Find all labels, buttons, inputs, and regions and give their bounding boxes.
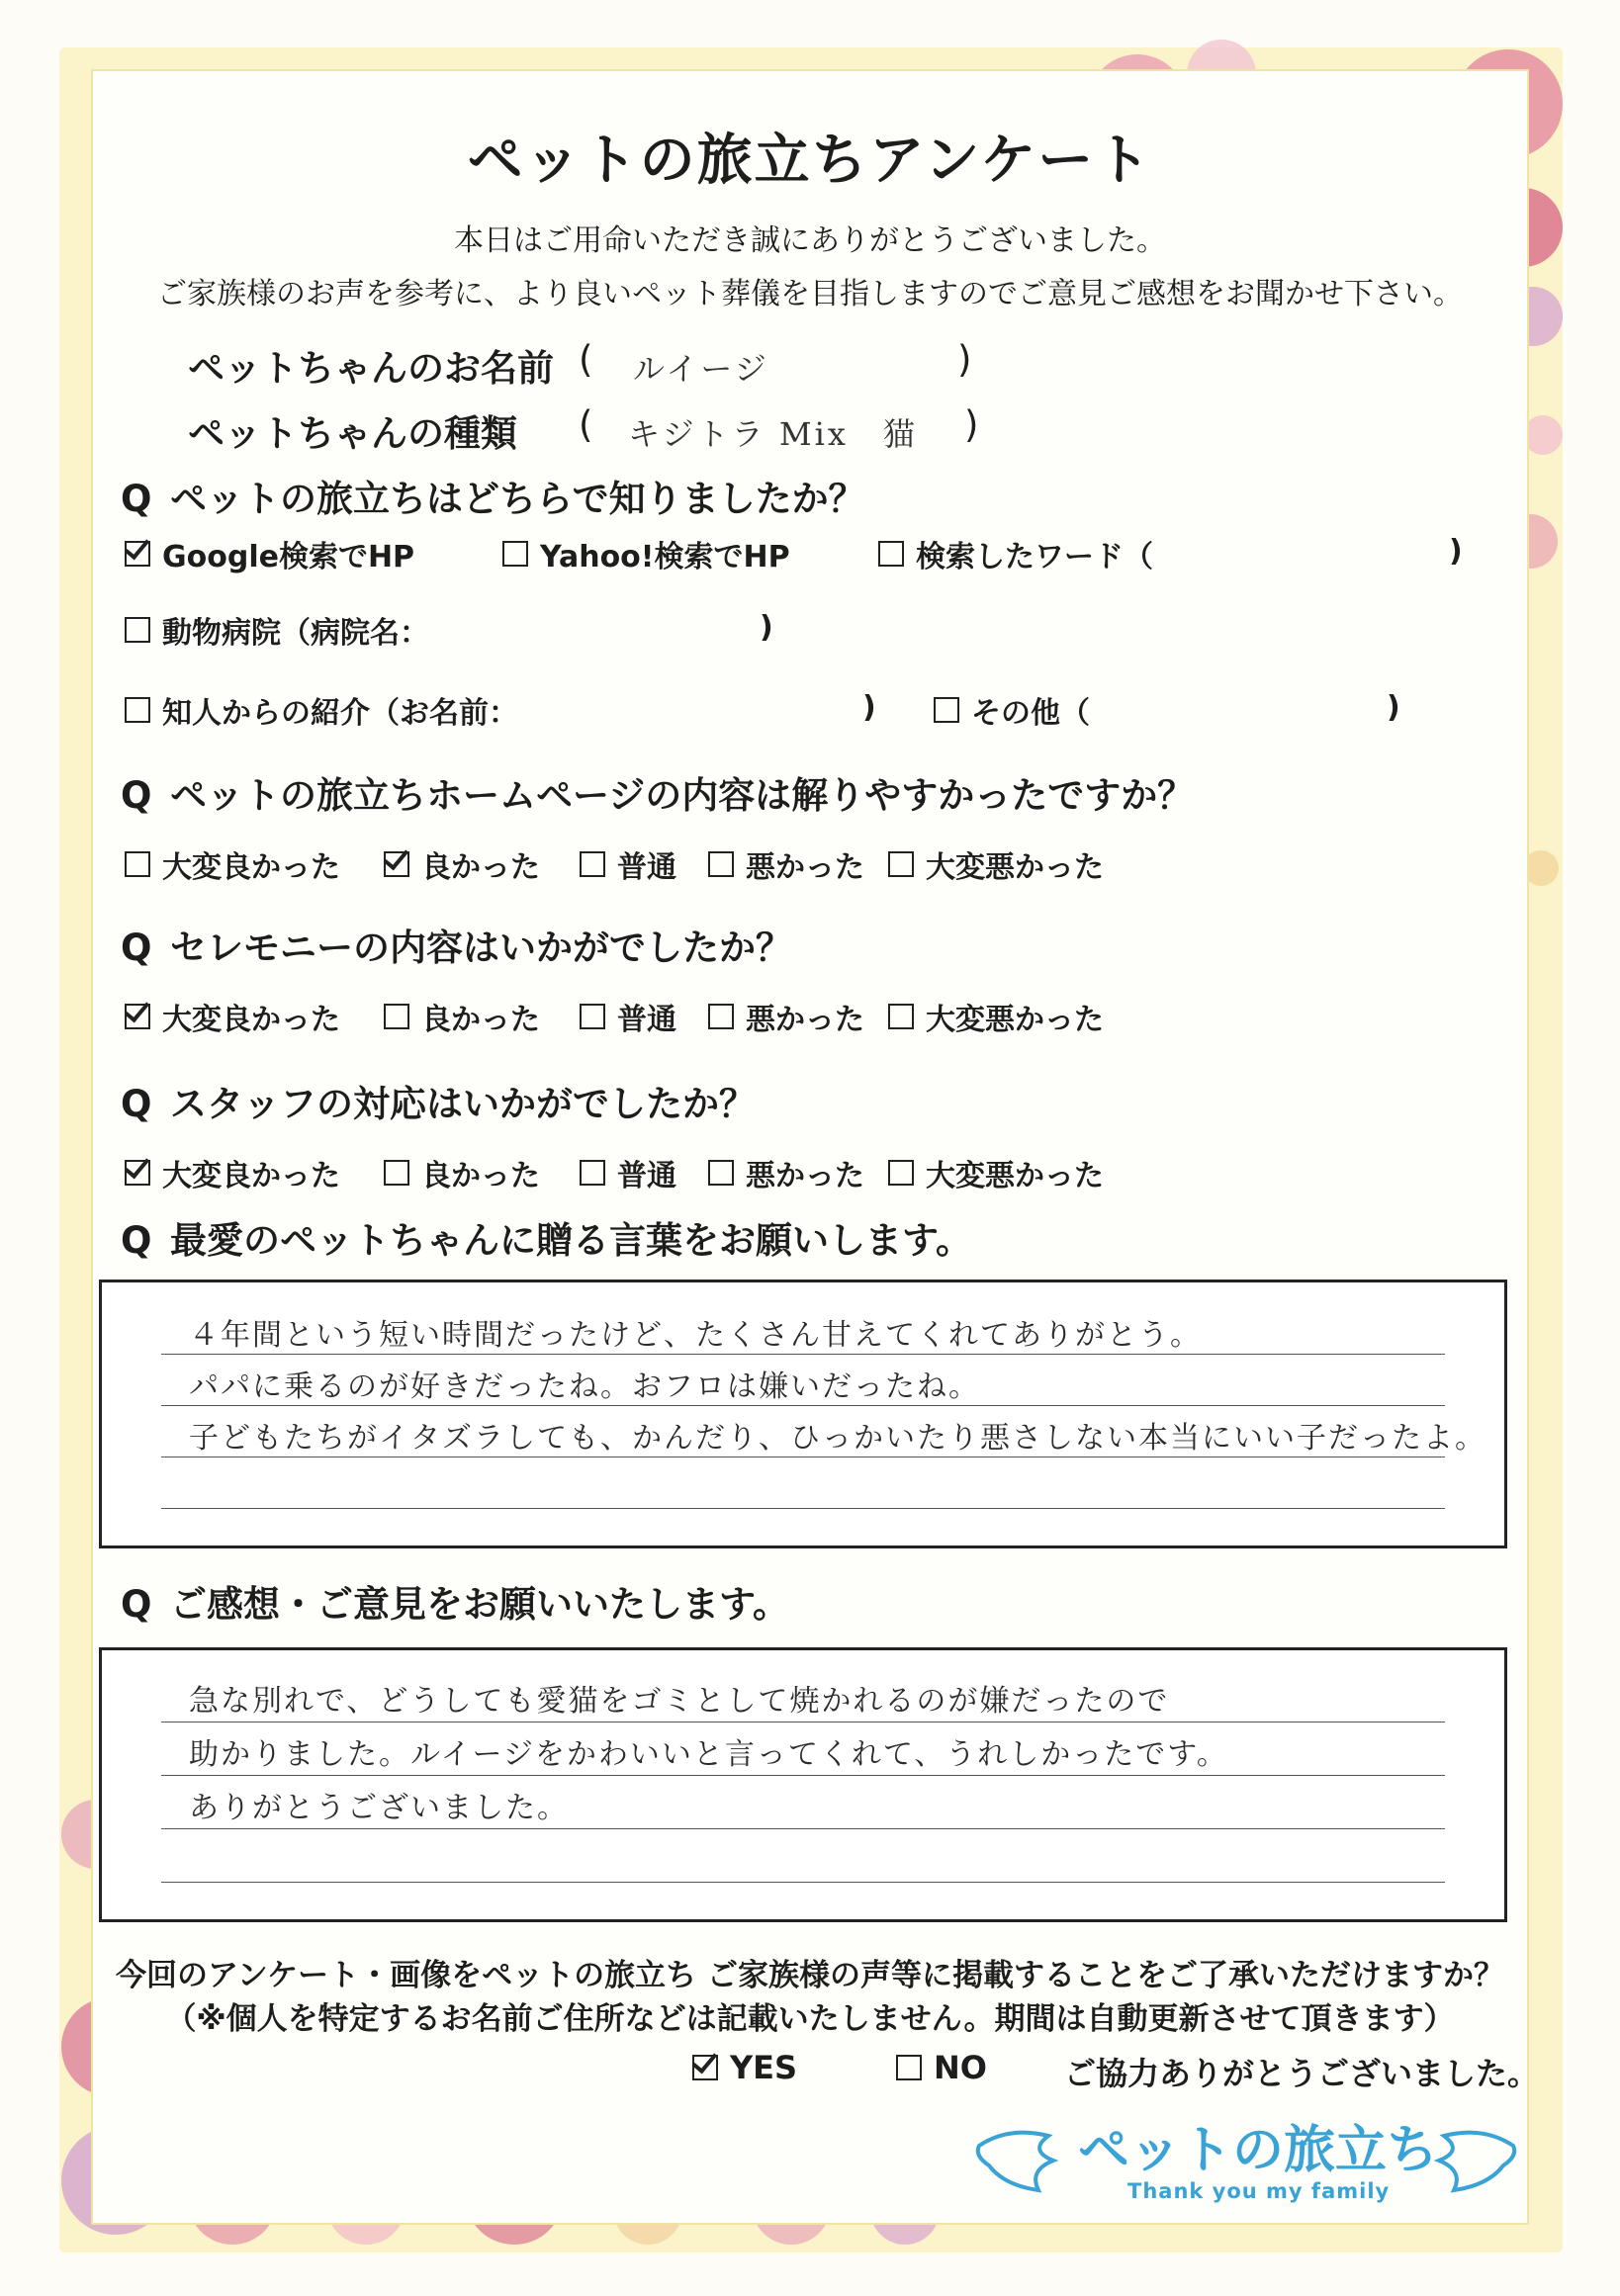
option-other[interactable] bbox=[934, 688, 1090, 732]
option-good[interactable] bbox=[384, 995, 540, 1038]
checkbox[interactable] bbox=[125, 617, 150, 643]
option-label: 普通 bbox=[617, 1159, 676, 1193]
option-label: 悪かった bbox=[746, 1003, 864, 1037]
checkbox[interactable] bbox=[708, 1160, 734, 1186]
option-label: その他（ bbox=[971, 696, 1090, 731]
option-label: 動物病院（病院名： bbox=[162, 616, 429, 651]
brand-logo bbox=[969, 2106, 1523, 2215]
question-2 bbox=[121, 765, 1194, 819]
q-mark: Q bbox=[121, 1083, 152, 1125]
checkbox[interactable] bbox=[708, 851, 734, 877]
pet-type-value[interactable]: キジトラ Mix 猫 bbox=[628, 415, 918, 453]
consent-no[interactable] bbox=[896, 2049, 987, 2086]
logo-text: ペットの旅立ち bbox=[1078, 2121, 1439, 2180]
option-very-good[interactable] bbox=[125, 1151, 340, 1194]
writing-line bbox=[161, 1354, 1445, 1355]
checkbox[interactable] bbox=[125, 851, 150, 877]
checkbox-checked[interactable] bbox=[384, 851, 409, 877]
option-bad[interactable] bbox=[708, 995, 864, 1038]
checkbox[interactable] bbox=[878, 541, 904, 567]
consent-yes[interactable] bbox=[692, 2049, 797, 2086]
option-very-bad[interactable] bbox=[888, 842, 1104, 886]
option-bad[interactable] bbox=[708, 842, 864, 886]
consent-note: （※個人を特定するお名前ご住所などは記載いたしません。期間は自動更新させて頂きます） bbox=[165, 2001, 1455, 2037]
option-very-good[interactable] bbox=[125, 842, 340, 886]
q-mark: Q bbox=[121, 1583, 152, 1626]
option-label: 普通 bbox=[617, 850, 676, 885]
checkbox[interactable] bbox=[934, 697, 959, 723]
close-paren: ) bbox=[760, 610, 773, 645]
pet-name-value[interactable]: ルイージ bbox=[633, 350, 769, 388]
option-normal[interactable] bbox=[580, 842, 676, 886]
option-label: Google検索でHP bbox=[162, 540, 415, 574]
question-2-text: ペットの旅立ちホームページの内容は解りやすかったですか？ bbox=[170, 774, 1195, 817]
consent-question: 今回のアンケート・画像をペットの旅立ち ご家族様の声等に掲載することをご了承いただけますか？ bbox=[116, 1958, 1504, 1993]
option-google[interactable] bbox=[125, 532, 414, 575]
option-search-word[interactable] bbox=[878, 532, 1153, 575]
checkbox-checked[interactable] bbox=[692, 2055, 718, 2080]
checkbox[interactable] bbox=[708, 1004, 734, 1029]
option-label: 良かった bbox=[421, 1159, 540, 1193]
checkbox-checked[interactable] bbox=[125, 1004, 150, 1029]
option-label: 悪かった bbox=[746, 850, 864, 885]
checkbox[interactable] bbox=[502, 541, 528, 567]
option-label: 検索したワード（ bbox=[916, 540, 1153, 574]
checkbox[interactable] bbox=[888, 1004, 914, 1029]
question-5-text: 最愛のペットちゃんに贈る言葉をお願いします。 bbox=[170, 1219, 973, 1262]
logo-tagline: Thank you my family bbox=[1127, 2179, 1391, 2203]
pet-name-label: ペットちゃんのお名前 bbox=[188, 347, 554, 390]
q-mark: Q bbox=[121, 1219, 152, 1262]
option-label: 知人からの紹介（お名前： bbox=[162, 696, 518, 731]
open-paren: ( bbox=[579, 403, 593, 446]
close-paren: ) bbox=[1387, 690, 1400, 725]
option-good[interactable] bbox=[384, 1151, 540, 1194]
question-1 bbox=[121, 469, 865, 522]
message-line-2: パパに乗るのが好きだったね。おフロは嫌いだったね。 bbox=[189, 1369, 980, 1404]
option-label: 悪かった bbox=[746, 1159, 864, 1193]
checkbox[interactable] bbox=[125, 697, 150, 723]
intro-line-1: 本日はご用命いただき誠にありがとうございました。 bbox=[454, 223, 1166, 258]
feedback-line-2: 助かりました。ルイージをかわいいと言ってくれて、うれしかったです。 bbox=[189, 1737, 1228, 1772]
intro-line-2: ご家族様のお声を参考に、より良いペット葬儀を目指しますのでご意見ご感想をお聞かせ下さい。 bbox=[157, 277, 1463, 311]
thanks-text: ご協力ありがとうございました。 bbox=[1064, 2055, 1540, 2092]
option-very-bad[interactable] bbox=[888, 995, 1104, 1038]
option-label: 大変悪かった bbox=[926, 1159, 1104, 1193]
option-label: 大変良かった bbox=[162, 850, 340, 885]
option-label: 良かった bbox=[421, 1003, 540, 1037]
option-label: 普通 bbox=[617, 1003, 676, 1037]
close-paren: ) bbox=[964, 403, 979, 446]
checkbox[interactable] bbox=[888, 1160, 914, 1186]
option-referral[interactable] bbox=[125, 688, 518, 732]
feedback-textarea[interactable] bbox=[99, 1647, 1507, 1922]
question-4 bbox=[121, 1074, 756, 1127]
close-paren: ) bbox=[1449, 534, 1463, 569]
checkbox[interactable] bbox=[888, 851, 914, 877]
question-5 bbox=[121, 1210, 972, 1264]
feedback-line-3: ありがとうございました。 bbox=[189, 1791, 569, 1825]
option-bad[interactable] bbox=[708, 1151, 864, 1194]
option-label: NO bbox=[934, 2049, 987, 2086]
option-label: 大変悪かった bbox=[926, 850, 1104, 885]
message-line-1: ４年間という短い時間だったけど、たくさん甘えてくれてありがとう。 bbox=[189, 1318, 1202, 1353]
message-line-3: 子どもたちがイタズラしても、かんだり、ひっかいたり悪さしない本当にいい子だったよ。 bbox=[189, 1421, 1486, 1456]
checkbox-checked[interactable] bbox=[125, 541, 150, 567]
question-1-text: ペットの旅立ちはどちらで知りましたか？ bbox=[170, 478, 865, 520]
checkbox[interactable] bbox=[384, 1160, 409, 1186]
checkbox[interactable] bbox=[896, 2055, 922, 2080]
checkbox[interactable] bbox=[384, 1004, 409, 1029]
open-paren: ( bbox=[579, 338, 593, 381]
checkbox[interactable] bbox=[580, 1004, 605, 1029]
option-normal[interactable] bbox=[580, 1151, 676, 1194]
page-title: ペットの旅立ちアンケート bbox=[467, 129, 1153, 193]
question-3-text: セレモニーの内容はいかがでしたか？ bbox=[170, 927, 792, 969]
checkbox-checked[interactable] bbox=[125, 1160, 150, 1186]
writing-line bbox=[161, 1405, 1445, 1406]
option-label: 大変悪かった bbox=[926, 1003, 1104, 1037]
writing-line bbox=[161, 1508, 1445, 1509]
option-label: 大変良かった bbox=[162, 1159, 340, 1193]
checkbox[interactable] bbox=[580, 851, 605, 877]
option-very-good[interactable] bbox=[125, 995, 340, 1038]
option-yahoo[interactable] bbox=[502, 532, 790, 575]
question-3 bbox=[121, 918, 792, 971]
writing-line bbox=[161, 1828, 1445, 1829]
close-paren: ) bbox=[957, 338, 972, 381]
pet-type-label: ペットちゃんの種類 bbox=[188, 412, 517, 455]
option-normal[interactable] bbox=[580, 995, 676, 1038]
feedback-line-1: 急な別れで、どうしても愛猫をゴミとして焼かれるのが嫌だったので bbox=[189, 1684, 1170, 1719]
message-textarea[interactable] bbox=[99, 1280, 1507, 1548]
option-label: YES bbox=[730, 2049, 798, 2086]
option-very-bad[interactable] bbox=[888, 1151, 1104, 1194]
writing-line bbox=[161, 1882, 1445, 1883]
option-label: 良かった bbox=[421, 850, 540, 885]
close-paren: ) bbox=[862, 690, 876, 725]
option-good[interactable] bbox=[384, 842, 540, 886]
option-label: 大変良かった bbox=[162, 1003, 340, 1037]
q-mark: Q bbox=[121, 774, 152, 817]
question-4-text: スタッフの対応はいかがでしたか？ bbox=[170, 1083, 756, 1125]
q-mark: Q bbox=[121, 927, 152, 969]
checkbox[interactable] bbox=[580, 1160, 605, 1186]
option-label: Yahoo!検索でHP bbox=[540, 540, 790, 574]
question-6-text: ご感想・ご意見をお願いいたします。 bbox=[170, 1583, 790, 1626]
option-vet[interactable] bbox=[125, 608, 429, 652]
q-mark: Q bbox=[121, 478, 152, 520]
writing-line bbox=[161, 1775, 1445, 1776]
question-6 bbox=[121, 1574, 789, 1628]
